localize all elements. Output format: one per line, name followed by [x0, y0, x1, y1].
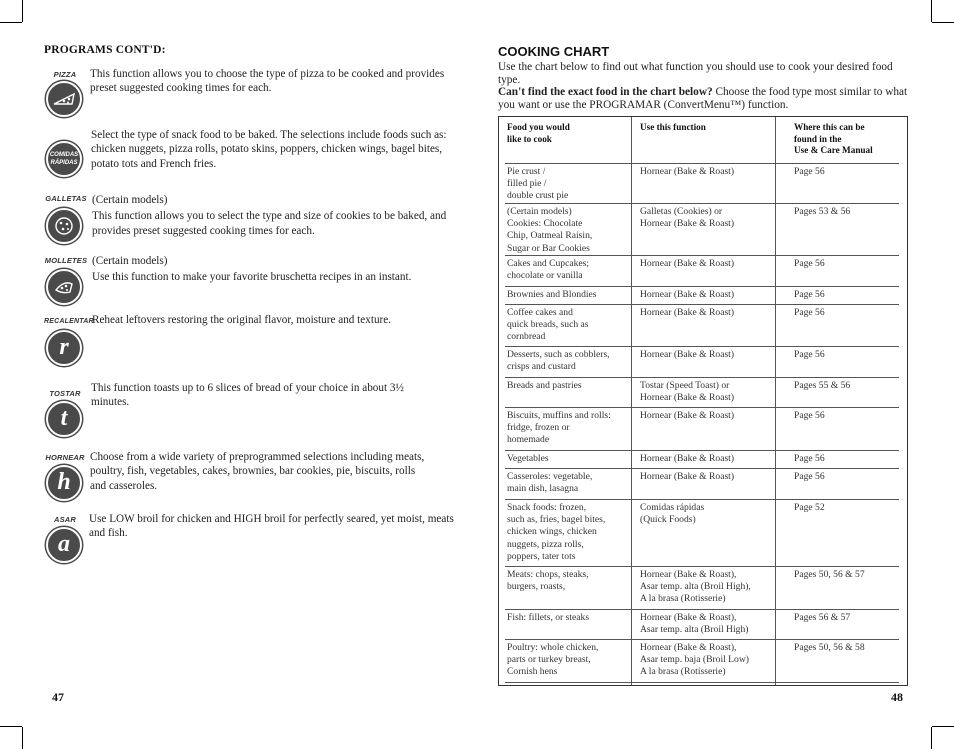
program-label: GALLETAS: [45, 194, 87, 203]
programs-heading: PROGRAMS CONT'D:: [44, 44, 166, 56]
cell-manual-page: Page 56: [794, 410, 825, 421]
table-row: [499, 378, 907, 408]
column-divider: [631, 117, 632, 686]
reheat-dial-icon: r: [46, 330, 82, 366]
program-label: MOLLETES: [44, 256, 88, 265]
program-galletas: [44, 194, 464, 252]
certain-models-note: (Certain models): [92, 255, 168, 267]
crop-mark: [22, 0, 23, 22]
program-label: ASAR: [53, 515, 77, 524]
cooking-chart-table: [498, 116, 908, 686]
cell-food: Casseroles: vegetable, main dish, lasagna: [507, 471, 593, 495]
cell-manual-page: Page 56: [794, 471, 825, 482]
cell-function: Hornear (Bake & Roast): [640, 289, 735, 300]
cell-function: Tostar (Speed Toast) or Hornear (Bake & Roast): [640, 380, 735, 404]
cell-food: Vegetables: [507, 453, 549, 464]
cell-food: Meats: chops, steaks, burgers, roasts,: [507, 569, 589, 593]
program-label: PIZZA: [53, 70, 77, 79]
cell-manual-page: Page 52: [794, 502, 825, 513]
cookie-dial-icon: [46, 208, 82, 244]
cell-manual-page: Pages 50, 56 & 57: [794, 569, 865, 580]
crop-mark: [22, 727, 23, 749]
header-function: Use this function: [640, 122, 706, 132]
program-label-secondary: RÁPIDAS: [50, 160, 78, 166]
cell-function: Comidas rápidas (Quick Foods): [640, 502, 705, 526]
program-description: Choose from a wide variety of preprogrammed selections including meats, poultry, fish, vegetables, cakes, brownies, bar cookies, pie, biscuits, rolls and casseroles.: [90, 451, 425, 492]
cell-manual-page: Pages 50, 56 & 58: [794, 642, 865, 653]
program-asar: [44, 515, 464, 567]
table-row: [499, 408, 907, 451]
program-comidas-rapidas: [44, 129, 464, 187]
cell-food: Brownies and Blondies: [507, 289, 597, 300]
cell-function: Hornear (Bake & Roast): [640, 453, 735, 464]
cell-manual-page: Page 56: [794, 453, 825, 464]
cell-function: Hornear (Bake & Roast): [640, 166, 735, 177]
table-row: [499, 567, 907, 610]
table-row: [499, 610, 907, 640]
program-label: HORNEAR: [45, 453, 85, 462]
cell-manual-page: Page 56: [794, 307, 825, 318]
broil-dial-icon: a: [46, 527, 82, 563]
intro-bold-text: Can't find the exact food in the chart below?: [498, 86, 713, 99]
program-description: Select the type of snack food to be baked. The selections include foods such as: chicken nuggets, pizza rolls, potato skins, poppers, chicken wings, bagel bites, potato tots and French fries.: [91, 129, 447, 170]
certain-models-note: (Certain models): [92, 194, 168, 206]
header-manual-page: Where this can be found in the Use & Care Manual: [794, 122, 873, 156]
cell-function: Hornear (Bake & Roast): [640, 307, 735, 318]
bake-dial-icon: h: [46, 465, 82, 501]
cell-food: Desserts, such as cobblers, crisps and custard: [507, 349, 610, 373]
cell-function: Hornear (Bake & Roast): [640, 258, 735, 269]
cell-food: Biscuits, muffins and rolls: fridge, frozen or homemade: [507, 410, 611, 446]
cell-function: Hornear (Bake & Roast): [640, 471, 735, 482]
program-description: Reheat leftovers restoring the original flavor, moisture and texture.: [92, 314, 392, 326]
cell-function: Hornear (Bake & Roast), Asar temp. alta (Broil High): [640, 612, 749, 636]
program-label: TOSTAR: [49, 389, 81, 398]
program-description: This function allows you to choose the type of pizza to be cooked and provides preset suggested cooking times for each.: [90, 68, 445, 95]
column-divider: [775, 117, 776, 686]
table-row: [499, 256, 907, 287]
cell-manual-page: Pages 55 & 56: [794, 380, 851, 391]
crop-mark: [932, 726, 954, 727]
program-molletes: [44, 256, 464, 308]
table-row: [499, 204, 907, 256]
cell-manual-page: Page 56: [794, 166, 825, 177]
crop-mark: [931, 727, 932, 749]
program-hornear: [44, 453, 464, 505]
table-row: [499, 451, 907, 469]
program-label: COMIDAS: [49, 152, 79, 158]
table-row: [499, 500, 907, 567]
intro-text-2: Choose the food type most similar to what you want or use the PROGRAMAR (ConvertMenu™) function.: [498, 86, 908, 111]
bruschetta-dial-icon: [46, 269, 82, 305]
program-label: RECALENTAR: [44, 318, 94, 325]
header-food: Food you would like to cook: [507, 122, 570, 144]
intro-text: Use the chart below to find out what function you should use to cook your desired food type.: [498, 61, 893, 86]
page-number-right: 48: [891, 690, 903, 704]
cell-manual-page: Page 56: [794, 349, 825, 360]
table-row: [499, 347, 907, 378]
cell-manual-page: Pages 56 & 57: [794, 612, 851, 623]
table-row: [499, 640, 907, 683]
cell-function: Hornear (Bake & Roast): [640, 410, 735, 421]
crop-mark: [0, 22, 22, 23]
cell-food: Pie crust / filled pie / double crust pie: [507, 166, 569, 202]
program-description: (Certain models) Use this function to make your favorite bruschetta recipes in an instant.: [92, 254, 452, 285]
cell-food: Fish: fillets, or steaks: [507, 612, 590, 623]
cooking-chart-intro: [498, 61, 908, 111]
cell-manual-page: Page 56: [794, 289, 825, 300]
crop-mark: [932, 22, 954, 23]
cell-food: Snack foods: frozen, such as, fries, bagel bites, chicken wings, chicken nuggets, pizza rolls, poppers, tater tots: [507, 502, 606, 562]
cooking-chart-title: COOKING CHART: [498, 44, 610, 59]
row-divider: [505, 682, 899, 683]
program-tostar: [44, 382, 464, 441]
snack-dial-icon: [46, 141, 82, 177]
page-number-left: 47: [52, 690, 64, 704]
crop-mark: [931, 0, 932, 22]
table-row: [499, 164, 907, 204]
cell-manual-page: Page 56: [794, 258, 825, 269]
cell-food: Cakes and Cupcakes; chocolate or vanilla: [507, 258, 590, 282]
crop-mark: [0, 726, 22, 727]
cell-manual-page: Pages 53 & 56: [794, 206, 851, 217]
cell-food: (Certain models) Cookies: Chocolate Chip, Oatmeal Raisin, Sugar or Bar Cookies: [507, 206, 593, 254]
cell-function: Hornear (Bake & Roast), Asar temp. baja (Broil Low) A la brasa (Rotisserie): [640, 642, 749, 678]
cell-function: Hornear (Bake & Roast): [640, 349, 735, 360]
table-row: [499, 287, 907, 305]
program-description: (Certain models) This function allows you to select the type and size of cookies to be baked, and provides preset suggested cooking times for each.: [92, 193, 452, 238]
program-pizza: [44, 70, 464, 120]
table-row: [499, 305, 907, 347]
program-description: Use LOW broil for chicken and HIGH broil for perfectly seared, yet moist, meats and fish.: [89, 513, 454, 540]
table-row: [499, 469, 907, 500]
cell-food: Poultry: whole chicken, parts or turkey breast, Cornish hens: [507, 642, 599, 678]
cell-function: Galletas (Cookies) or Hornear (Bake & Roast): [640, 206, 735, 230]
cell-food: Breads and pastries: [507, 380, 582, 391]
program-description: This function toasts up to 6 slices of bread of your choice in about 3½ minutes.: [91, 382, 404, 409]
cell-function: Hornear (Bake & Roast), Asar temp. alta (Broil High), A la brasa (Rotisserie): [640, 569, 751, 605]
table-header-row: [499, 117, 907, 163]
toast-dial-icon: t: [46, 401, 82, 437]
cell-food: Coffee cakes and quick breads, such as cornbread: [507, 307, 589, 343]
program-recalentar: [44, 314, 464, 370]
pizza-dial-icon: [46, 81, 82, 117]
